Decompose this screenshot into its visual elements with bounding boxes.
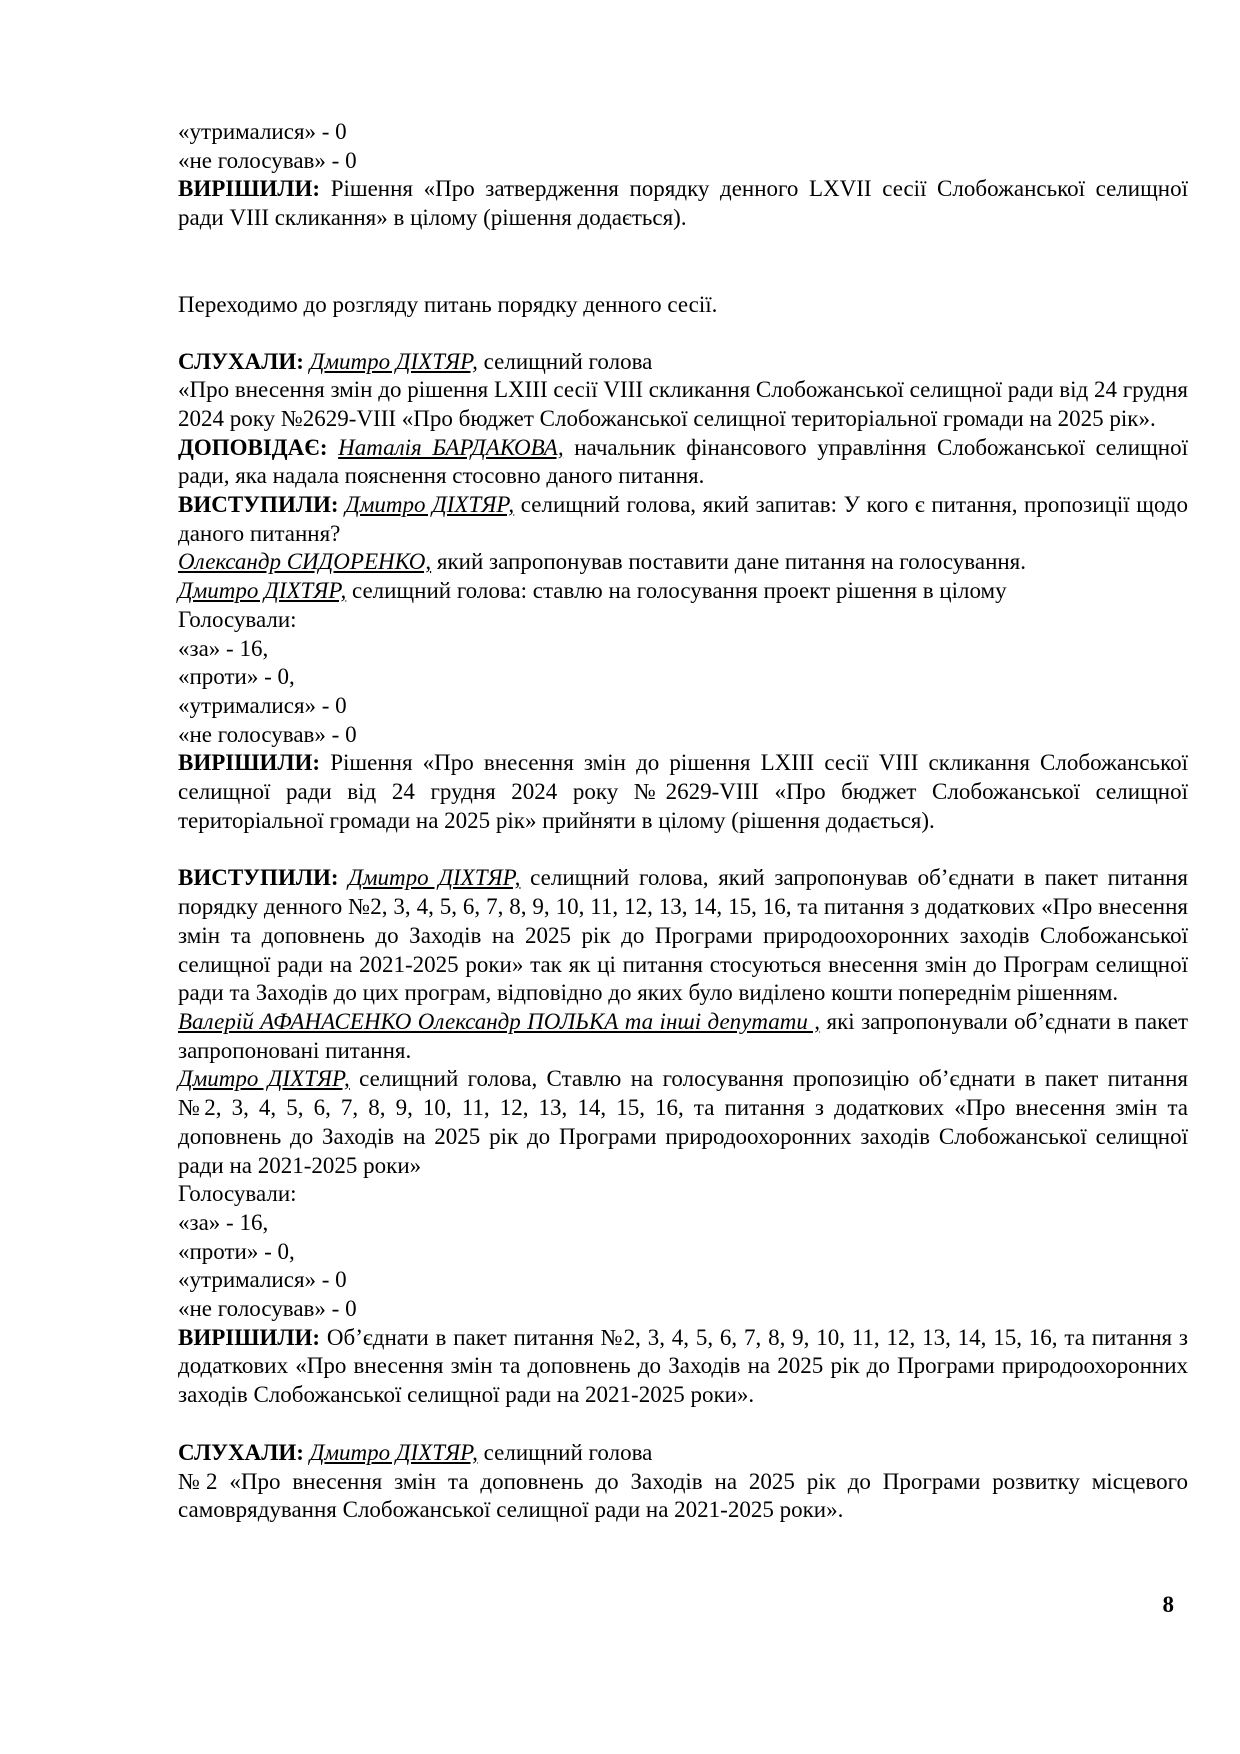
spacer xyxy=(178,835,1188,864)
spacer xyxy=(178,1410,1188,1439)
speaker-name: Дмитро ДІХТЯР, xyxy=(178,578,347,604)
document-body xyxy=(178,118,1188,1525)
speaker-name: Олександр СИДОРЕНКО, xyxy=(178,549,432,575)
speech-text: селищний голова, Ставлю на голосування пропозицію об’єднати в пакет питання №2, 3, 4, 5, 6, 7, 8, 9, 10, 11, 12, 13, 14, 15, 16, та питання з додаткових «Про внесення змін та доповнень до Заходів на 2025 рік до Програми природоохоронних заходів Слобожанської селищної ради на 2021-2025 роки» xyxy=(178,1066,1189,1178)
speaker-names: Валерій АФАНАСЕНКО Олександр ПОЛЬКА та інші депутати , xyxy=(178,1008,821,1034)
speaker-name: Дмитро ДІХТЯР, xyxy=(309,1439,478,1465)
speaker-name: Дмитро ДІХТЯР, xyxy=(345,492,515,518)
speech-paragraph xyxy=(178,548,1188,577)
speaker-role: селищний голова xyxy=(483,1439,653,1465)
vote-not-voted: «не голосував» - 0 xyxy=(178,147,357,173)
speech-text: селищний голова: ставлю на голосування проект рішення в цілому xyxy=(351,578,1007,604)
page-number: 8 xyxy=(1162,1592,1174,1617)
spoke-label: ВИСТУПИЛИ: xyxy=(178,492,339,518)
heard-paragraph xyxy=(178,1439,1188,1468)
report-paragraph xyxy=(178,434,1188,491)
agenda-item-quote: №2 «Про внесення змін та доповнень до Заходів на 2025 рік до Програми розвитку місцевого самоврядування Слобожанської селищної ради на 2021-2025 роки». xyxy=(178,1468,1188,1523)
decision-paragraph xyxy=(178,1324,1188,1410)
speech-paragraph xyxy=(178,1065,1188,1180)
vote-not-voted: «не голосував» - 0 xyxy=(178,721,357,747)
reporter-name: Наталія БАРДАКОВА, xyxy=(338,434,564,460)
speech-text: селищний голова, який запропонував об’єднати в пакет питання порядку денного №2, 3, 4, 5, 6, 7, 8, 9, 10, 11, 12, 13, 14, 15, 16, та питання з додаткових «Про внесення змін та доповнень до Заходів на 2025 рік до Програми природоохоронних заходів Слобожанської селищної ради на 2021-2025 роки» так як ці питання стосуються внесення змін до Програм селищної ради та Заходів до цих програм, відповідно до яких було виділено кошти попереднім рішенням. xyxy=(178,865,1189,1006)
vote-for: «за» - 16, xyxy=(178,635,269,661)
vote-abstain: «утрималися» - 0 xyxy=(178,119,347,144)
heard-paragraph xyxy=(178,348,1188,377)
heard-label: СЛУХАЛИ: xyxy=(178,348,304,374)
decision-text: Рішення «Про затвердження порядку денного LXVII сесії Слобожанської селищної ради VIII скликання» в цілому (рішення додається). xyxy=(178,176,1189,231)
speech-text: який запропонував поставити дане питання на голосування. xyxy=(436,549,1027,575)
report-text: начальник фінансового управління Слобожанської селищної ради, яка надала пояснення стосовно даного питання. xyxy=(178,434,1188,489)
heard-label: СЛУХАЛИ: xyxy=(178,1439,304,1465)
decided-label: ВИРІШИЛИ: xyxy=(178,750,321,776)
speaker-role: селищний голова xyxy=(483,348,653,374)
vote-for: «за» - 16, xyxy=(178,1209,269,1235)
spoke-label: ВИСТУПИЛИ: xyxy=(178,865,339,891)
decision-text: Рішення «Про внесення змін до рішення LXIII сесії VIII скликання Слобожанської селищної ради від 24 грудня 2024 року №2629-VIII «Про бюджет Слобожанської селищної територіальної громади на 2025 рік» прийняти в цілому (рішення додається). xyxy=(178,750,1189,833)
speech-paragraph xyxy=(178,1008,1188,1065)
voted-label: Голосували: xyxy=(178,1181,297,1207)
decision-paragraph xyxy=(178,175,1188,232)
decided-label: ВИРІШИЛИ: xyxy=(178,176,321,202)
speaker-name: Дмитро ДІХТЯР, xyxy=(178,1066,350,1092)
reports-label: ДОПОВІДАЄ: xyxy=(178,434,328,460)
vote-not-voted: «не голосував» - 0 xyxy=(178,1296,357,1322)
vote-against: «проти» - 0, xyxy=(178,1238,295,1264)
speech-paragraph xyxy=(178,577,1188,606)
vote-abstain: «утрималися» - 0 xyxy=(178,692,347,718)
spacer xyxy=(178,233,1188,291)
speaker-name: Дмитро ДІХТЯР, xyxy=(348,865,521,891)
speech-text: які запропонували об’єднати в пакет запропоновані питання. xyxy=(178,1008,1188,1063)
vote-abstain: «утрималися» - 0 xyxy=(178,1267,347,1293)
decided-label: ВИРІШИЛИ: xyxy=(178,1324,321,1350)
transition-text: Переходимо до розгляду питань порядку денного сесії. xyxy=(178,291,718,317)
decision-paragraph xyxy=(178,749,1188,835)
voted-label: Голосували: xyxy=(178,606,297,632)
decision-text: Об’єднати в пакет питання №2, 3, 4, 5, 6, 7, 8, 9, 10, 11, 12, 13, 14, 15, 16, та питання з додаткових «Про внесення змін та доповнень до Заходів на 2025 рік до Програми природоохоронних заходів Слобожанської селищної ради на 2021-2025 роки». xyxy=(178,1324,1188,1408)
vote-against: «проти» - 0, xyxy=(178,664,295,690)
speech-paragraph xyxy=(178,864,1188,1008)
speaker-name: Дмитро ДІХТЯР, xyxy=(309,348,478,374)
speech-paragraph xyxy=(178,491,1188,548)
speech-text: селищний голова, який запитав: У кого є питання, пропозиції щодо даного питання? xyxy=(178,492,1189,546)
agenda-item-quote: «Про внесення змін до рішення LXIII сесії VIII скликання Слобожанської селищної ради від 24 грудня 2024 року №2629-VIII «Про бюджет Слобожанської селищної територіальної громади на 2025 рік». xyxy=(178,377,1189,431)
spacer xyxy=(178,320,1188,348)
